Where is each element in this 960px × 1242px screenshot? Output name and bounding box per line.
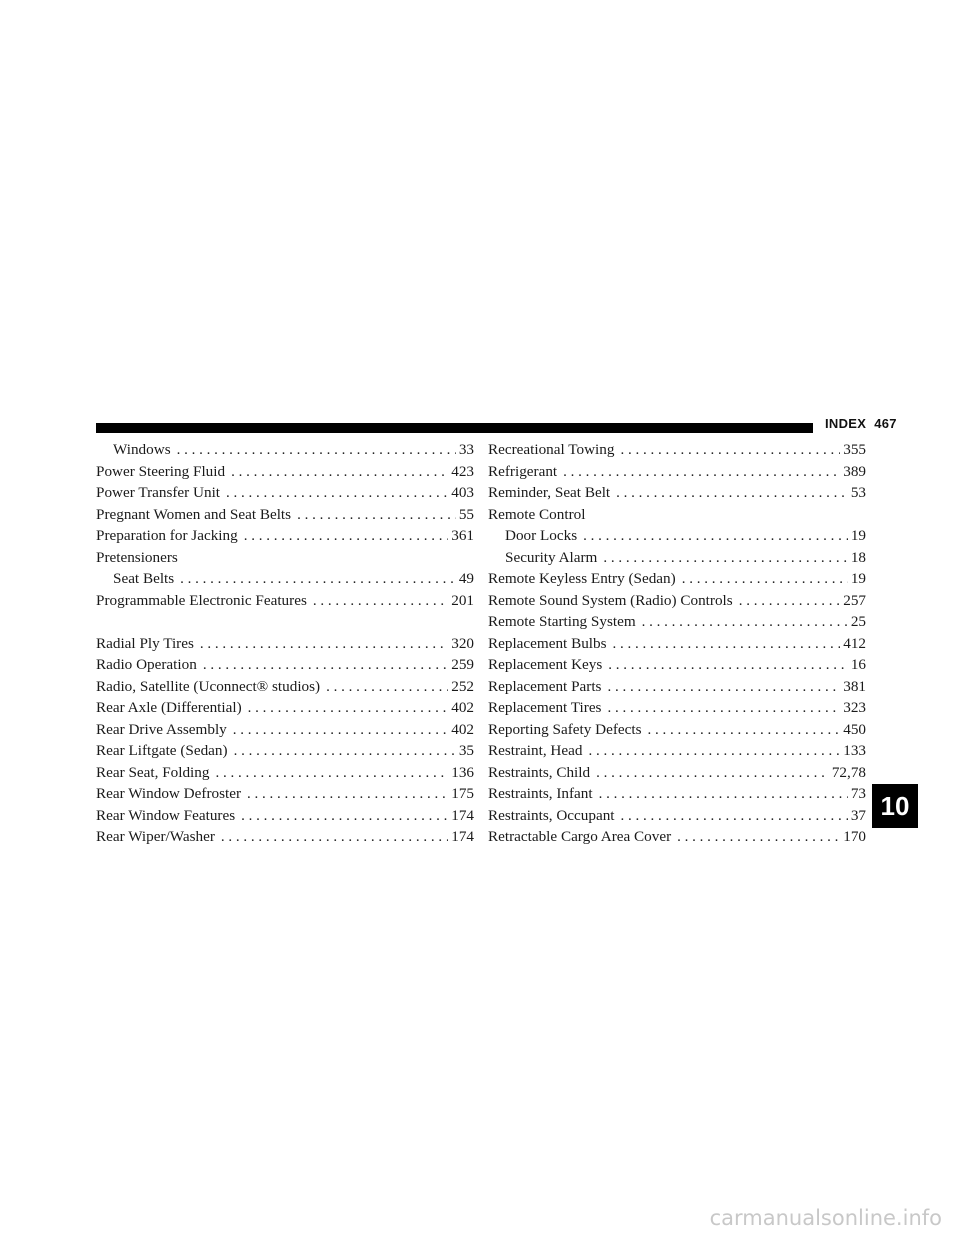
entry-page-number: 175 [451,785,474,802]
index-entry [96,504,474,526]
dot-leader [203,655,448,677]
index-entry [96,719,474,741]
dot-leader [596,763,829,785]
index-entry [488,611,866,633]
dot-leader [244,526,449,548]
index-subentry [488,525,866,547]
header-title: INDEX [825,416,867,431]
dot-leader [642,612,848,634]
index-entry [96,826,474,848]
dot-leader [215,763,448,785]
entry-page-number: 450 [843,720,866,738]
dot-leader [677,827,840,849]
entry-text: Power Steering Fluid [96,462,226,480]
index-entry [488,762,866,784]
entry-text: Rear Drive Assembly [96,720,227,738]
entry-page-number: 72,78 [831,763,866,781]
running-header [825,416,897,431]
index-entry [488,805,866,827]
dot-leader [233,720,448,742]
index-heading [488,504,866,526]
index-entry [488,719,866,741]
entry-page-number: 35 [458,742,474,759]
dot-leader [603,548,847,570]
entry-text: Rear Liftgate (Sedan) [96,742,228,759]
index-entry [96,590,474,612]
index-entry [488,654,866,676]
dot-leader [739,591,841,613]
entry-text: Restraints, Infant [488,785,593,802]
entry-text: Remote Sound System (Radio) Controls [488,591,733,609]
dot-leader [221,827,448,849]
entry-text: Restraint, Head [488,742,583,759]
entry-text: Restraints, Child [488,763,591,781]
entry-text: Reporting Safety Defects [488,720,642,738]
header-rule [96,423,813,433]
entry-text: Replacement Tires [488,699,602,716]
dot-leader [326,677,448,699]
index-entry [96,525,474,547]
entry-text: Remote Starting System [488,613,636,630]
entry-text: Programmable Electronic Features [96,591,307,609]
entry-page-number: 323 [843,699,866,716]
entry-text: Rear Seat, Folding [96,763,210,781]
dot-leader [620,440,840,462]
dot-leader [621,806,848,828]
index-entry [96,482,474,504]
entry-page-number: 403 [451,484,474,501]
entry-text: Security Alarm [505,548,598,566]
entry-text: Radial Ply Tires [96,634,194,652]
header-page-number: 467 [874,416,897,431]
entry-page-number: 257 [843,591,866,609]
entry-text: Power Transfer Unit [96,484,221,501]
entry-text: Pregnant Women and Seat Belts [96,505,292,523]
entry-text: Retractable Cargo Area Cover [488,828,672,845]
dot-leader [613,634,841,656]
index-entry [488,783,866,805]
index-gap [96,611,474,633]
entry-page-number: 170 [843,828,866,845]
entry-page-number: 361 [451,527,474,544]
watermark: carmanualsonline.info [709,1206,942,1230]
index-subentry [96,439,474,461]
entry-page-number: 201 [451,591,474,609]
index-entry [488,826,866,848]
index-entry [96,783,474,805]
entry-text: Refrigerant [488,462,558,480]
entry-page-number: 33 [458,441,474,458]
entry-text: Preparation for Jacking [96,527,238,544]
entry-text: Pretensioners [96,548,178,566]
entry-text: Restraints, Occupant [488,806,615,824]
entry-page-number: 402 [451,699,474,716]
dot-leader [682,569,848,591]
entry-text: Radio, Satellite (Uconnect® studios) [96,677,321,695]
entry-text: Reminder, Seat Belt [488,484,611,501]
dot-leader [608,655,848,677]
entry-page-number: 402 [451,720,474,738]
section-tab: 10 [872,784,918,828]
index-entry [488,740,866,762]
entry-page-number: 381 [843,677,866,695]
index-entry [96,740,474,762]
entry-text: Remote Keyless Entry (Sedan) [488,570,676,587]
dot-leader [177,440,456,462]
entry-page-number: 133 [843,742,866,759]
dot-leader [226,483,448,505]
entry-text: Windows [113,441,171,458]
dot-leader [616,483,848,505]
entry-page-number: 412 [843,634,866,652]
entry-text: Remote Control [488,505,586,523]
index-entry [96,762,474,784]
dot-leader [588,741,840,763]
entry-page-number: 53 [850,484,866,501]
entry-page-number: 259 [451,656,474,673]
entry-page-number: 18 [850,548,866,566]
entry-text: Recreational Towing [488,441,615,458]
dot-leader [607,677,840,699]
entry-text: Rear Axle (Differential) [96,699,242,716]
entry-text: Replacement Keys [488,656,603,673]
index-entry [488,568,866,590]
dot-leader [297,505,456,527]
dot-leader [648,720,841,742]
index-entry [96,805,474,827]
entry-page-number: 25 [850,613,866,630]
entry-text: Replacement Parts [488,677,602,695]
entry-text: Radio Operation [96,656,197,673]
entry-text: Seat Belts [113,570,175,587]
index-entry [488,676,866,698]
index-entry [488,482,866,504]
dot-leader [200,634,448,656]
index-entry [96,461,474,483]
dot-leader [247,784,448,806]
index-heading [96,547,474,569]
dot-leader [248,698,449,720]
entry-page-number: 389 [843,462,866,480]
entry-page-number: 49 [458,570,474,587]
index-subentry [488,547,866,569]
entry-page-number: 252 [451,677,474,695]
entry-text: Door Locks [505,527,578,544]
entry-text: Rear Wiper/Washer [96,828,215,845]
entry-page-number: 174 [451,806,474,824]
dot-leader [563,462,840,484]
index-entry [488,633,866,655]
index-entry [488,439,866,461]
entry-page-number: 136 [451,763,474,781]
dot-leader [599,784,848,806]
index-entry [96,697,474,719]
entry-page-number: 320 [451,634,474,652]
dot-leader [607,698,840,720]
dot-leader [241,806,448,828]
index-entry [96,633,474,655]
entry-page-number: 73 [850,785,866,802]
entry-page-number: 55 [458,505,474,523]
entry-page-number: 19 [850,570,866,587]
entry-text: Rear Window Features [96,806,236,824]
dot-leader [583,526,848,548]
entry-text: Replacement Bulbs [488,634,607,652]
entry-page-number: 19 [850,527,866,544]
index-entry [488,461,866,483]
index-column-left [96,439,474,848]
index-column-right [488,439,866,848]
entry-page-number: 355 [843,441,866,458]
dot-leader [231,462,448,484]
index-entry [96,676,474,698]
entry-page-number: 423 [451,462,474,480]
entry-page-number: 174 [451,828,474,845]
entry-text: Rear Window Defroster [96,785,242,802]
entry-page-number: 37 [850,806,866,824]
dot-leader [234,741,456,763]
index-entry [96,654,474,676]
entry-page-number: 16 [850,656,866,673]
dot-leader [180,569,456,591]
index-entry [488,590,866,612]
index-entry [488,697,866,719]
dot-leader [313,591,448,613]
index-subentry [96,568,474,590]
